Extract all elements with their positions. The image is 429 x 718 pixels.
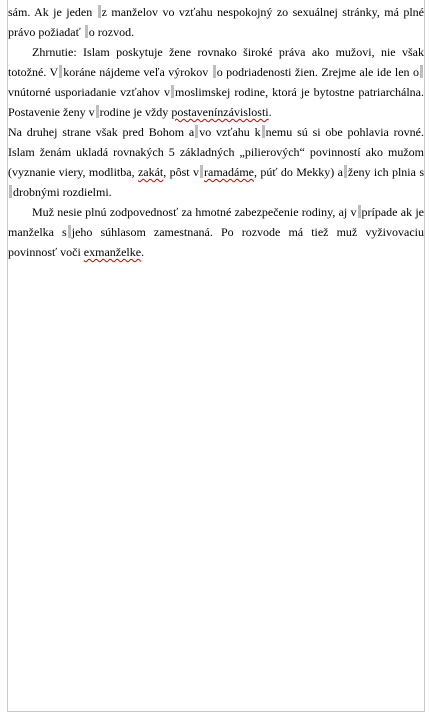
misspelled-word: zakát: [137, 165, 164, 179]
text-run: sám. Ak je jeden: [8, 5, 97, 19]
formatting-mark: [9, 185, 12, 198]
misspelled-word: ramadáme: [204, 165, 254, 179]
formatting-mark: [262, 125, 265, 138]
formatting-mark: [59, 65, 62, 78]
text-run: jeho súhlasom zamestnaná. Po rozvode má tiež muž vyživovaciu povinnosť voči: [8, 225, 424, 259]
text-run: .: [268, 105, 272, 119]
formatting-mark: [68, 225, 71, 238]
formatting-mark: [96, 105, 99, 118]
text-run: o podriadenosti žien. Zrejme ale ide len o: [216, 65, 419, 79]
text-run: o rozvod.: [88, 25, 135, 39]
formatting-mark: [85, 25, 88, 38]
formatting-mark: [171, 85, 174, 98]
text-run: prípade ak je manželka s: [8, 205, 424, 239]
formatting-mark: [420, 65, 423, 78]
misspelled-word: postavenínzávislosti: [171, 105, 269, 119]
text-run: nemu sú si obe pohlavia rovné. Islam ženám ukladá rovnakých 5 základných „pilierových“ povinností ako mužom (vyznanie viery, modlitba,: [8, 125, 424, 179]
text-run: koráne nájdeme veľa výrokov: [63, 65, 212, 79]
text-run: Muž nesie plnú zodpovednosť za hmotné zabezpečenie rodiny, aj v: [32, 205, 357, 219]
text-run: z manželov vo vzťahu nespokojný zo sexuálnej stránky, má plné právo požiadať: [8, 5, 425, 39]
document-body[interactable]: [8, 2, 424, 262]
formatting-mark: [98, 5, 101, 18]
text-run: drobnými rozdielmi.: [13, 185, 112, 199]
formatting-mark: [358, 205, 361, 218]
text-run: vnútorné usporiadanie vzťahov v: [8, 85, 170, 99]
document-page: [7, 0, 425, 712]
text-run: , púť do Mekky) a: [253, 165, 343, 179]
text-run: Na druhej strane však pred Bohom a: [8, 125, 195, 139]
paragraph-3: [8, 122, 424, 202]
formatting-mark: [213, 65, 216, 78]
text-run: rodine je vždy: [99, 105, 172, 119]
text-run: .: [141, 245, 145, 259]
formatting-mark: [200, 165, 203, 178]
paragraph-2: [8, 42, 424, 122]
text-run: , pôst v: [163, 165, 200, 179]
text-run: moslimskej rodine, ktorá je bytostne patriarchálna. Postavenie ženy v: [8, 85, 424, 119]
paragraph-4: [8, 202, 424, 262]
text-run: ženy ich plnia s: [347, 165, 424, 179]
paragraph-1: [8, 2, 424, 42]
formatting-mark: [195, 125, 198, 138]
text-run: Zhrnutie: Islam poskytuje žene rovnako široké práva ako mužovi, nie však totožné. V: [8, 45, 424, 79]
misspelled-word: exmanželke: [83, 245, 142, 259]
formatting-mark: [344, 165, 347, 178]
text-run: vo vzťahu k: [199, 125, 261, 139]
